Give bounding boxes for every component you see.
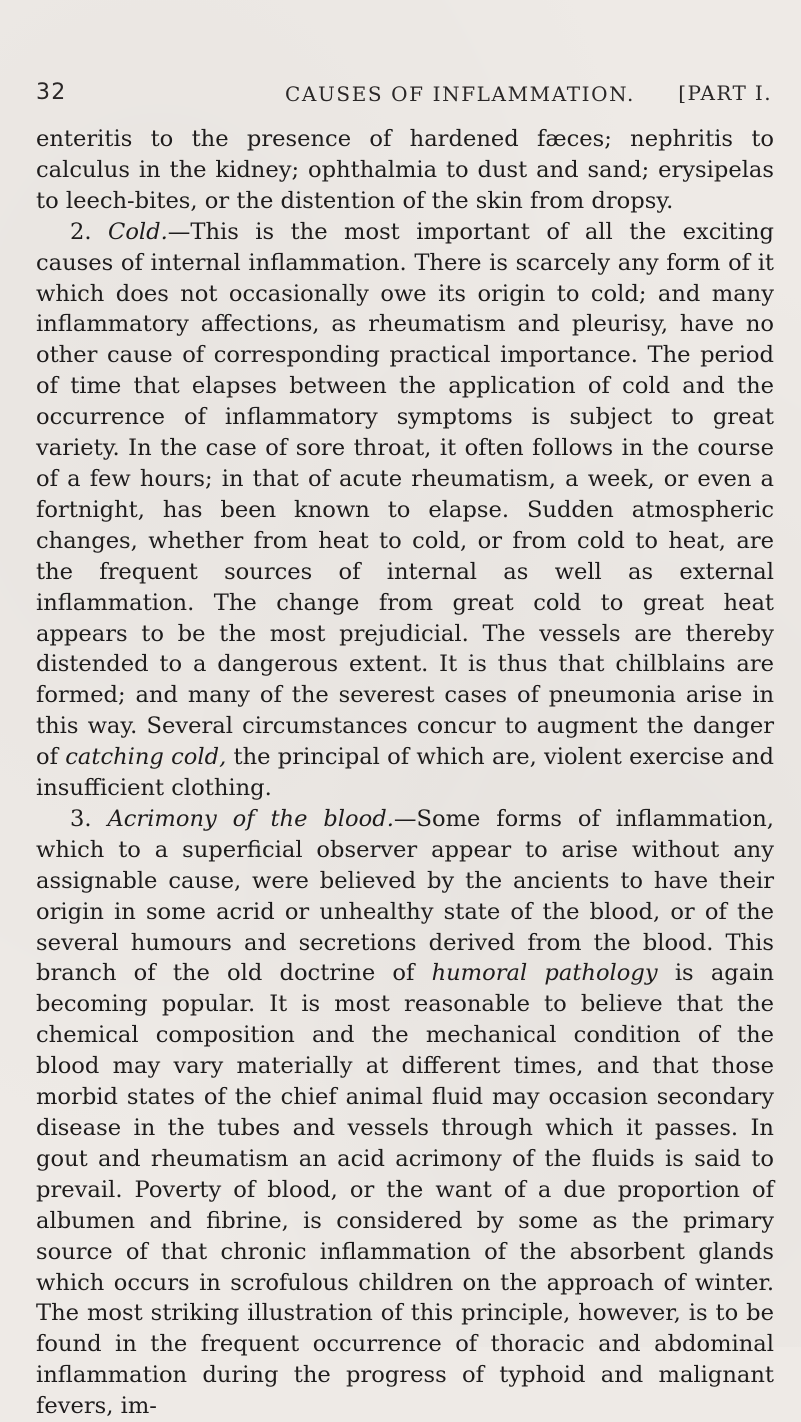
paragraph-2-text-end: the principal of which are, violent exercise and insufficient clothing.: [36, 744, 774, 802]
paragraph-1-text: enteritis to the presence of hardened fæces; nephritis to calculus in the kidney; ophthalmia to dust and sand; erysipelas to leech-bites, or the distention of the skin from dropsy.: [36, 126, 774, 214]
paragraph-2: [36, 217, 774, 804]
running-header: [32, 80, 772, 110]
section-number: 2.: [70, 218, 92, 245]
body-text: [36, 124, 774, 1422]
italic-phrase: humoral pathology: [431, 960, 658, 987]
paragraph-2-text: —This is the most important of all the exciting causes of internal inflammation. There is scarcely any form of it which does not occasionally owe its origin to cold; and many inflammatory affections, as rheumatism and pleurisy, have no other cause of corresponding practical importance. The period of time that elapses between the application of cold and the occurrence of inflammatory symptoms is subject to great variety. In the case of sore throat, it often follows in the course of a few hours; in that of acute rheumatism, a week, or even a fortnight, has been known to elapse. Sudden atmospheric changes, whether from heat to cold, or from cold to heat, are the frequent sources of internal as well as external inflammation. The change from great cold to great heat appears to be the most prejudicial. The vessels are thereby distended to a dangerous extent. It is thus that chilblains are formed; and many of the severest cases of pneumonia arise in this way. Several circumstances concur to augment the danger of: [36, 218, 774, 771]
paragraph-3-text: —Some forms of inflammation, which to a superficial observer appear to arise without any assignable cause, were believed by the ancients to have their origin in some acrid or unhealthy state of the blood, or of the several humours and secretions derived from the blood. This branch of the old doctrine of: [36, 805, 774, 987]
paragraph-3-text-end: is again becoming popular. It is most reasonable to believe that the chemical composition and the mechanical condition of the blood may vary materially at different times, and that those morbid states of the chief animal fluid may occasion secondary disease in the tubes and vessels through which it passes. In gout and rheumatism an acid acrimony of the fluids is said to prevail. Poverty of blood, or the want of a due proportion of albumen and fibrine, is considered by some as the primary source of that chronic inflammation of the absorbent glands which occurs in scrofulous children on the approach of winter. The most striking illustration of this principle, however, is to be found in the frequent occurrence of thoracic and abdominal inflammation during the progress of typhoid and malignant fevers, im-: [36, 960, 774, 1420]
paragraph-1: [36, 124, 774, 217]
part-label: [PART I.: [678, 81, 772, 105]
section-heading: Acrimony of the blood.: [107, 805, 394, 832]
page-number: 32: [36, 80, 67, 105]
section-heading: Cold.: [108, 218, 168, 245]
section-number: 3.: [70, 805, 92, 832]
italic-phrase: catching cold,: [65, 744, 227, 771]
running-title: CAUSES OF INFLAMMATION.: [285, 82, 635, 106]
paragraph-3: [36, 804, 774, 1422]
